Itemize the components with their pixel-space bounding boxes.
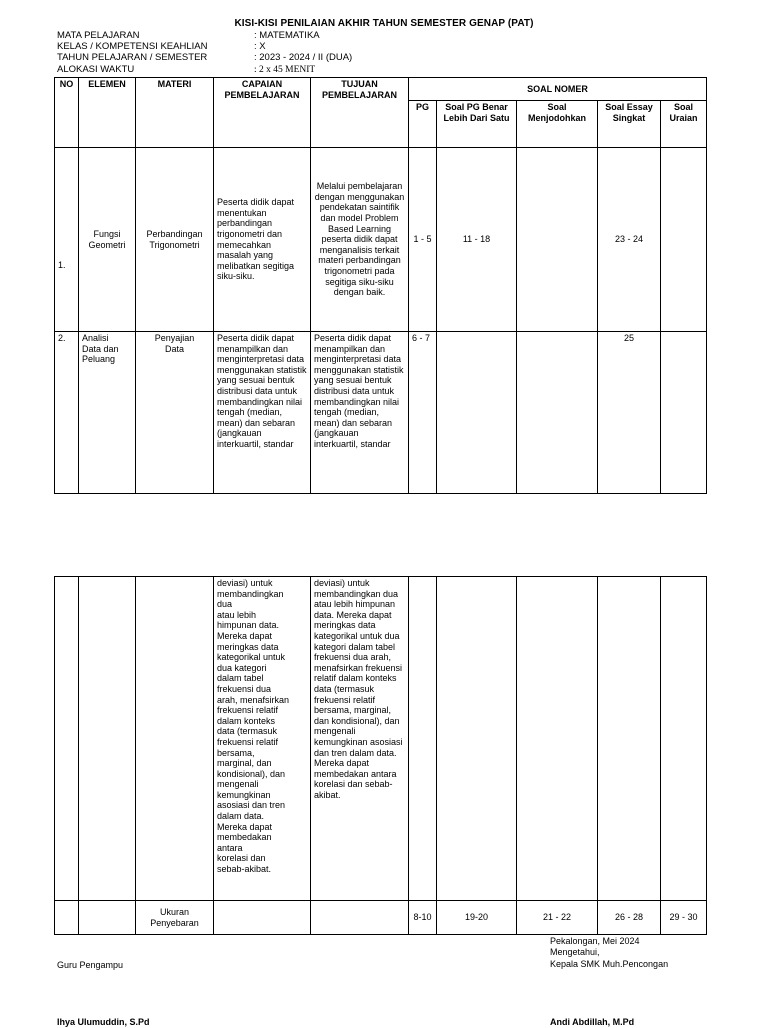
info-key: ALOKASI WAKTU (57, 64, 135, 75)
cell-materi: Perbandingan Trigonometri (136, 148, 214, 332)
table-row (55, 901, 707, 935)
cell-tujuan: Peserta didik dapat menampilkan dan menginterpretasi data menggunakan statistik yang sesuai bentuk distribusi data untuk membandingkan nilai tengah (median, mean) dan sebaran (jangkauan interkuartil, standar (311, 332, 409, 494)
cell-pg: 8-10 (409, 901, 437, 935)
cell-capaian: Peserta didik dapat menampilkan dan menginterpretasi data menggunakan statistik yang sesuai bentuk distribusi data untuk membandingkan nilai tengah (median, mean) dan sebaran (jangkauan interkuartil, standar (214, 332, 311, 494)
cell-tujuan: Melalui pembelajaran dengan menggunakan pendekatan saintifik dan model Problem Based Learning peserta didik dapat menganalisis terkait materi perbandingan trigonometri pada segitiga siku-siku dengan baik. (311, 148, 409, 332)
cell-pg: 1 - 5 (409, 148, 437, 332)
cell-tujuan (311, 901, 409, 935)
grid-table-page-1 (54, 77, 707, 494)
cell-elemen: Fungsi Geometri (79, 148, 136, 332)
info-value: : X (254, 41, 266, 52)
acknowledged-label: Mengetahui, (550, 947, 600, 957)
info-value: : 2023 - 2024 / II (DUA) (254, 52, 353, 63)
principal-role: Kepala SMK Muh.Pencongan (550, 959, 669, 969)
cell-capaian-text: deviasi) untuk membandingkan dua atau lebih himpunan data. Mereka dapat meringkas data kategorikal untuk dua kategori dalam tabel frekuensi dua arah, menafsirkan frekuensi relatif dalam konteks data (termasuk frekuensi relatif bersama, marginal, dan kondisional), dan mengenali kemungkinan asosiasi dan tren dalam data. Mereka dapat membedakan antara korelasi dan sebab-akibat. (217, 578, 290, 875)
cell-uraian: 29 - 30 (661, 901, 707, 935)
cell-pg-benar (437, 332, 517, 494)
cell-pg-benar (437, 577, 517, 901)
header-pg-benar: Soal PG Benar Lebih Dari Satu (437, 101, 517, 148)
cell-menjodohkan (517, 577, 598, 901)
cell-pg: 6 - 7 (409, 332, 437, 494)
cell-essay: 26 - 28 (598, 901, 661, 935)
table-row (55, 577, 707, 901)
cell-elemen-text: Analisi Data dan Peluang (82, 333, 119, 365)
cell-uraian (661, 577, 707, 901)
header-soal-nomer: SOAL NOMER (409, 78, 707, 101)
cell-menjodohkan: 21 - 22 (517, 901, 598, 935)
cell-essay (598, 577, 661, 901)
cell-uraian (661, 332, 707, 494)
cell-pg-benar: 19-20 (437, 901, 517, 935)
header-uraian: Soal Uraian (661, 101, 707, 148)
principal-name: Andi Abdillah, M.Pd (550, 1017, 635, 1027)
header-pg: PG (409, 101, 437, 148)
info-key: TAHUN PELAJARAN / SEMESTER (57, 52, 208, 63)
header-tujuan: TUJUAN PEMBELAJARAN (311, 78, 409, 148)
cell-pg (409, 577, 437, 901)
cell-essay: 25 (598, 332, 661, 494)
info-value: : MATEMATIKA (254, 30, 320, 41)
cell-materi: Ukuran Penyebaran (136, 901, 214, 935)
table-row (55, 332, 707, 494)
cell-tujuan: deviasi) untuk membandingkan dua atau lebih himpunan data. Mereka dapat meringkas data kategorikal untuk dua kategori dalam tabel frekuensi dua arah, menafsirkan frekuensi relatif dalam konteks data (termasuk frekuensi relatif bersama, marginal, dan kondisional), dan mengenali kemungkinan asosiasi dan tren dalam data. Mereka dapat membedakan antara korelasi dan sebab-akibat. (311, 577, 409, 901)
header-elemen: ELEMEN (79, 78, 136, 148)
cell-capaian (214, 577, 311, 901)
header-row (55, 78, 707, 101)
cell-essay: 23 - 24 (598, 148, 661, 332)
info-value: : 2 x 45 MENIT (254, 65, 316, 75)
header-materi: MATERI (136, 78, 214, 148)
info-key: MATA PELAJARAN (57, 30, 140, 41)
place-date: Pekalongan, Mei 2024 (550, 936, 640, 946)
header-no: NO (55, 78, 79, 148)
header-menjodohkan: Soal Menjodohkan (517, 101, 598, 148)
cell-capaian (214, 901, 311, 935)
cell-elemen (79, 332, 136, 494)
cell-menjodohkan (517, 332, 598, 494)
cell-no: 1. (55, 148, 79, 332)
cell-menjodohkan (517, 148, 598, 332)
cell-no (55, 577, 79, 901)
cell-capaian: Peserta didik dapat menentukan perbandingan trigonometri dan memecahkan masalah yang melibatkan segitiga siku-siku. (214, 148, 311, 332)
cell-materi-text: Penyajian Data (154, 333, 195, 354)
cell-uraian (661, 148, 707, 332)
table-row (55, 148, 707, 332)
grid-table-page-2 (54, 576, 707, 935)
cell-materi (136, 577, 214, 901)
cell-no: 2. (55, 332, 79, 494)
header-essay: Soal Essay Singkat (598, 101, 661, 148)
cell-elemen (79, 577, 136, 901)
cell-no (55, 901, 79, 935)
teacher-name: Ihya Ulumuddin, S.Pd (57, 1017, 150, 1027)
document-title: KISI-KISI PENILAIAN AKHIR TAHUN SEMESTER GENAP (PAT) (234, 18, 534, 29)
cell-elemen (79, 901, 136, 935)
cell-pg-benar: 11 - 18 (437, 148, 517, 332)
info-key: KELAS / KOMPETENSI KEAHLIAN (57, 41, 208, 52)
teacher-role: Guru Pengampu (57, 960, 124, 970)
cell-materi (136, 332, 214, 494)
header-capaian: CAPAIAN PEMBELAJARAN (214, 78, 311, 148)
